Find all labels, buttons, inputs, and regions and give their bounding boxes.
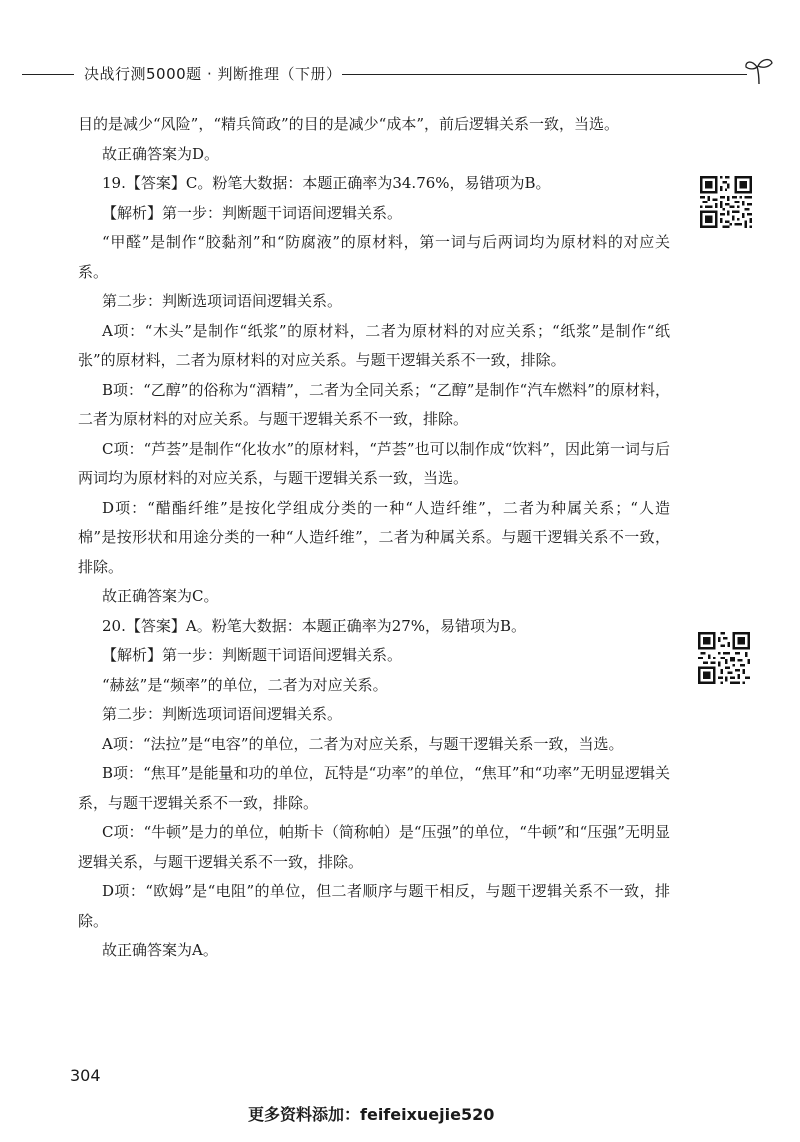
question-19-answer: 19.【答案】C。粉笔大数据：本题正确率为34.76%，易错项为B。: [102, 174, 551, 192]
answer-conclusion: 故正确答案为D。: [102, 144, 220, 163]
answer-conclusion: 故正确答案为C。: [102, 587, 219, 605]
qr-code-icon[interactable]: [700, 176, 752, 228]
page-number: 304: [70, 1066, 101, 1085]
analysis-step-2: 第二步：判断选项词语间逻辑关系。: [102, 292, 343, 310]
answer-explanations: [78, 110, 670, 966]
option-c: C项：“牛顿”是力的单位，帕斯卡（简称帕）是“压强”的单位，“牛顿”和“压强”无明显逻辑关系，与题干逻辑关系不一致，排除。: [78, 823, 670, 871]
sprout-icon: [742, 56, 776, 86]
header-rule-left: [22, 74, 74, 75]
question-20-answer: 20.【答案】A。粉笔大数据：本题正确率为27%，易错项为B。: [102, 616, 527, 635]
paragraph: 目的是减少“风险”，“精兵简政”的目的是减少“成本”，前后逻辑关系一致，当选。: [78, 115, 620, 133]
option-b: B项：“焦耳”是能量和功的单位，瓦特是“功率”的单位，“焦耳”和“功率”无明显逻辑关系，与题干逻辑关系不一致，排除。: [78, 764, 670, 812]
analysis-step-2: 第二步：判断选项词语间逻辑关系。: [102, 705, 343, 723]
paragraph: “甲醛”是制作“胶黏剂”和“防腐液”的原材料，第一词与后两词均为原材料的对应关系。: [78, 233, 670, 281]
running-header: [22, 56, 762, 92]
option-a: A项：“法拉”是“电容”的单位，二者为对应关系，与题干逻辑关系一致，当选。: [102, 734, 624, 753]
footer-note: 更多资料添加：feifeixuejie520: [248, 1105, 495, 1124]
option-d: D项：“醋酯纤维”是按化学组成分类的一种“人造纤维”，二者为种属关系；“人造棉”是按形状和用途分类的一种“人造纤维”，二者为种属关系。与题干逻辑关系不一致，排除。: [78, 498, 670, 576]
analysis-step-1: 【解析】第一步：判断题干词语间逻辑关系。: [102, 646, 403, 664]
answer-conclusion: 故正确答案为A。: [102, 941, 218, 959]
paragraph: “赫兹”是“频率”的单位，二者为对应关系。: [102, 675, 388, 694]
option-d: D项：“欧姆”是“电阻”的单位，但二者顺序与题干相反，与题干逻辑关系不一致，排除。: [78, 882, 670, 930]
option-b: B项：“乙醇”的俗称为“酒精”，二者为全同关系；“乙醇”是制作“汽车燃料”的原材料，二者为原材料的对应关系。与题干逻辑关系不一致，排除。: [78, 380, 670, 428]
option-c: C项：“芦荟”是制作“化妆水”的原材料，“芦荟”也可以制作成“饮料”，因此第一词与后两词均为原材料的对应关系，与题干逻辑关系一致，当选。: [78, 439, 670, 487]
analysis-step-1: 【解析】第一步：判断题干词语间逻辑关系。: [102, 203, 403, 222]
option-a: A项：“木头”是制作“纸浆”的原材料，二者为原材料的对应关系；“纸浆”是制作“纸张”的原材料，二者为原材料的对应关系。与题干逻辑关系不一致，排除。: [78, 321, 670, 369]
header-rule-right: [342, 74, 747, 75]
qr-code-icon[interactable]: [698, 632, 750, 684]
header-title: 决战行测5000题 · 判断推理（下册）: [84, 65, 342, 83]
